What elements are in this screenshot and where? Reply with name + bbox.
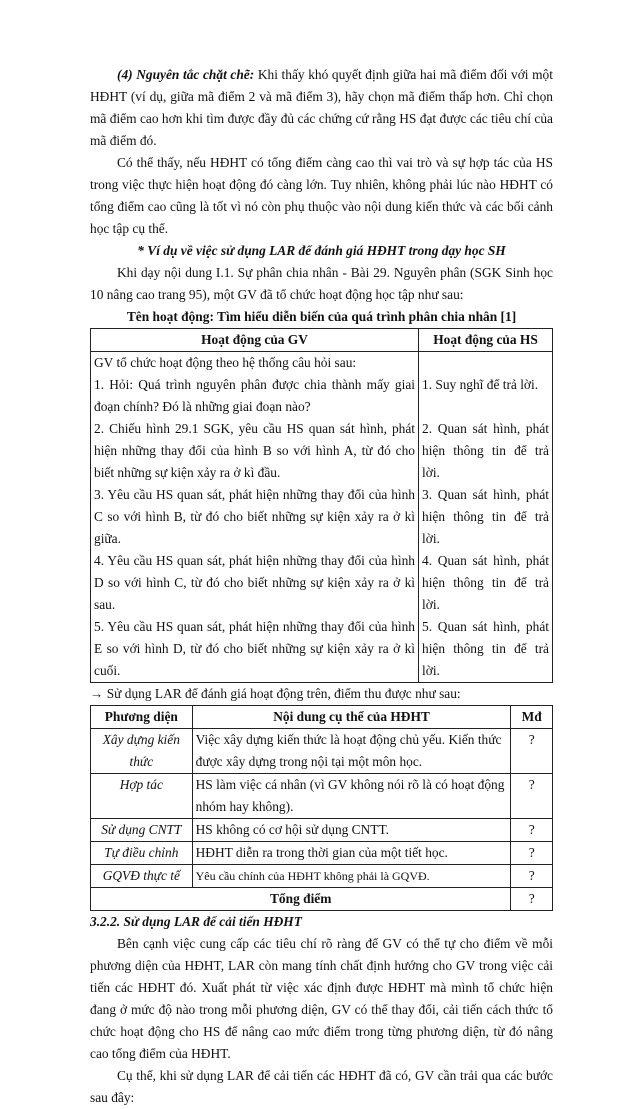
table-row — [91, 842, 553, 865]
context-paragraph: Khi dạy nội dung I.1. Sự phân chia nhân - Bài 29. Nguyên phân (SGK Sinh học 10 nâng cao trang 95), một GV đã tổ chức hoạt động học tập như sau: — [90, 265, 553, 302]
table-row — [91, 374, 553, 418]
gv-activity: 5. Yêu cầu HS quan sát, phát hiện những thay đổi của hình E so với hình D, từ đó cho biết những sự kiện xảy ra ở kì cuối. — [91, 616, 419, 683]
steps-intro: Cụ thể, khi sử dụng LAR để cải tiến các HĐHT đã có, GV cần trải qua các bước sau đây: — [90, 1068, 553, 1105]
aspect-cell: Hợp tác — [91, 774, 193, 819]
principle-text: Khi thấy khó quyết định giữa hai mã điểm đối với một HĐHT (ví dụ, giữa mã điểm 2 và mã điểm 3), hãy chọn mã điểm thấp hơn. Chỉ chọn mã điểm cao hơn khi tìm được đầy đủ các chứng cứ rằng HS đạt được các tiêu chí của mã điểm đó. — [90, 67, 553, 148]
table1-header-hs: Hoạt động của HS — [419, 329, 553, 352]
mark-cell: ? — [511, 842, 553, 865]
mark-cell: ? — [511, 774, 553, 819]
table1-intro: GV tổ chức hoạt động theo hệ thống câu hỏi sau: — [91, 352, 419, 375]
total-mark: ? — [511, 888, 553, 911]
principle-paragraph — [90, 64, 553, 152]
total-row — [91, 888, 553, 911]
gv-activity: 2. Chiếu hình 29.1 SGK, yêu cầu HS quan sát hình, phát hiện những thay đổi của hình B so với hình A, từ đó cho biết những sự kiện xảy ra ở kì đầu. — [91, 418, 419, 484]
table2-header-content: Nội dung cụ thể của HĐHT — [192, 706, 511, 729]
table-row — [91, 819, 553, 842]
principle-lead: (4) Nguyên tắc chặt chẽ: — [117, 67, 255, 82]
hs-activity: 1. Suy nghĩ để trả lời. — [419, 374, 553, 418]
mark-cell: ? — [511, 865, 553, 888]
activity-title: Tên hoạt động: Tìm hiểu diễn biến của quá trình phân chia nhân [1] — [126, 309, 517, 324]
document-page — [90, 64, 553, 1109]
example-heading: * Ví dụ về việc sử dụng LAR để đánh giá HĐHT trong dạy học SH — [137, 243, 506, 258]
activity-table — [90, 328, 553, 683]
table-row — [91, 484, 553, 550]
content-cell: HS không có cơ hội sử dụng CNTT. — [192, 819, 511, 842]
hs-activity: 4. Quan sát hình, phát hiện thông tin để trả lời. — [419, 550, 553, 616]
content-cell: HĐHT diễn ra trong thời gian của một tiết học. — [192, 842, 511, 865]
table-row — [91, 550, 553, 616]
content-cell: HS làm việc cá nhân (vì GV không nói rõ là có hoạt động nhóm hay không). — [192, 774, 511, 819]
aspect-cell: Sử dụng CNTT — [91, 819, 193, 842]
hs-activity: 3. Quan sát hình, phát hiện thông tin để trả lời. — [419, 484, 553, 550]
lar-score-table — [90, 705, 553, 911]
content-cell: Yêu cầu chính của HĐHT không phải là GQVĐ. — [192, 865, 511, 888]
gv-activity: 3. Yêu cầu HS quan sát, phát hiện những thay đổi của hình C so với hình B, từ đó cho biết những sự kiện xảy ra ở kì giữa. — [91, 484, 419, 550]
table-row — [91, 729, 553, 774]
table1-header-gv: Hoạt động của GV — [91, 329, 419, 352]
improvement-paragraph: Bên cạnh việc cung cấp các tiêu chí rõ ràng để GV có thể tự cho điểm về mỗi phương diện của HĐHT, LAR còn mang tính chất định hướng cho GV trong việc cải tiến các HĐHT đó. Xuất phát từ việc xác định được HĐHT mà mình tổ chức hiện đang ở mức độ nào trong mỗi phương diện, GV có thể thay đổi, cải tiến cách thức tổ chức hoạt động cho HS để nâng cao mức điểm trong từng phương diện, từ đó nâng cao tổng điểm của HĐHT. — [90, 936, 553, 1061]
gv-activity: 4. Yêu cầu HS quan sát, phát hiện những thay đổi của hình D so với hình C, từ đó cho biết những sự kiện xảy ra ở kì sau. — [91, 550, 419, 616]
table-row — [91, 774, 553, 819]
table-row — [91, 418, 553, 484]
summary-paragraph: Có thể thấy, nếu HĐHT có tổng điểm càng cao thì vai trò và sự hợp tác của HS trong việc thực hiện hoạt động đó càng lớn. Tuy nhiên, không phải lúc nào HĐHT có tổng điểm cao cũng là tốt vì nó còn phụ thuộc vào nội dung kiến thức và các bối cảnh học tập cụ thể. — [90, 155, 553, 236]
lar-result-line: → Sử dụng LAR để đánh giá hoạt động trên, điểm thu được như sau: — [90, 686, 461, 701]
hs-activity: 5. Quan sát hình, phát hiện thông tin để trả lời. — [419, 616, 553, 683]
gv-activity: 1. Hỏi: Quá trình nguyên phân được chia thành mấy giai đoạn chính? Đó là những giai đoạn nào? — [91, 374, 419, 418]
table-row — [91, 616, 553, 683]
content-cell: Việc xây dựng kiến thức là hoạt động chủ yếu. Kiến thức được xây dựng trong nội tại một môn học. — [192, 729, 511, 774]
mark-cell: ? — [511, 819, 553, 842]
aspect-cell: GQVĐ thực tế — [91, 865, 193, 888]
section-heading: 3.2.2. Sử dụng LAR để cải tiến HĐHT — [90, 914, 302, 929]
mark-cell: ? — [511, 729, 553, 774]
aspect-cell: Tự điều chỉnh — [91, 842, 193, 865]
hs-activity: 2. Quan sát hình, phát hiện thông tin để trả lời. — [419, 418, 553, 484]
table2-header-mark: Mđ — [511, 706, 553, 729]
table2-header-aspect: Phương diện — [91, 706, 193, 729]
table-row — [91, 865, 553, 888]
aspect-cell: Xây dựng kiến thức — [91, 729, 193, 774]
total-label: Tổng điểm — [91, 888, 511, 911]
table1-intro-empty — [419, 352, 553, 375]
